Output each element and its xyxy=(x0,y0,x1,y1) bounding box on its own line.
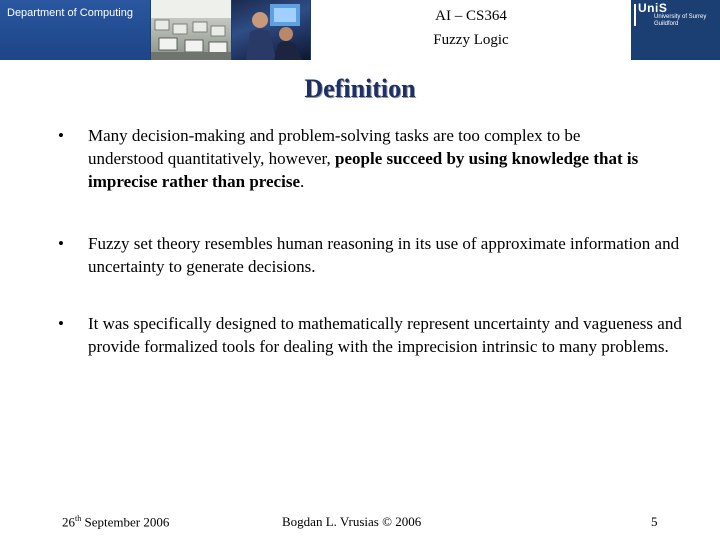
bullet-list xyxy=(58,124,682,356)
university-logo xyxy=(632,0,720,60)
page-number: 5 xyxy=(651,514,658,529)
course-code: AI – CS364 xyxy=(435,8,507,24)
bullet-item-1 xyxy=(58,124,658,193)
university-name: University of Surrey xyxy=(654,14,707,20)
department-name: Department of Computing xyxy=(7,7,133,19)
bullet-item-2 xyxy=(58,232,688,278)
course-topic: Fuzzy Logic xyxy=(433,32,509,48)
bullet-icon: • xyxy=(58,126,64,145)
students-photo xyxy=(232,0,310,60)
bullet-icon: • xyxy=(58,234,64,253)
course-title-box xyxy=(311,0,631,60)
bullet-icon: • xyxy=(58,314,64,333)
university-place: Guildford xyxy=(654,21,679,27)
bullet-1-emphasis: people succeed by using knowledge that is imprecise rather than precise xyxy=(88,149,639,191)
bullet-1-text: Many decision-making and problem-solving tasks are too complex to be understood quantitatively, however, xyxy=(88,126,581,168)
bullet-1-end: . xyxy=(300,172,305,191)
bullet-3-text: It was specifically designed to mathematically represent uncertainty and vagueness and provide formalized tools for dealing with the imprecision intrinsic to many problems. xyxy=(88,314,682,356)
bullet-2-text: Fuzzy set theory resembles human reasoning in its use of approximate information and uncertainty to generate decisions. xyxy=(88,234,680,276)
footer-date: 26th September 2006 xyxy=(62,514,170,530)
university-name-block xyxy=(654,14,706,28)
header-banner xyxy=(0,0,720,60)
bullet-item-3 xyxy=(58,312,688,358)
unis-wordmark: UniS xyxy=(638,1,667,15)
department-panel xyxy=(0,0,150,60)
footer-author: Bogdan L. Vrusias © 2006 xyxy=(282,514,422,529)
computer-lab-photo-art xyxy=(151,0,231,60)
students-photo-art xyxy=(232,0,310,60)
slide-title: Definition xyxy=(304,74,416,103)
computer-lab-photo xyxy=(151,0,231,60)
